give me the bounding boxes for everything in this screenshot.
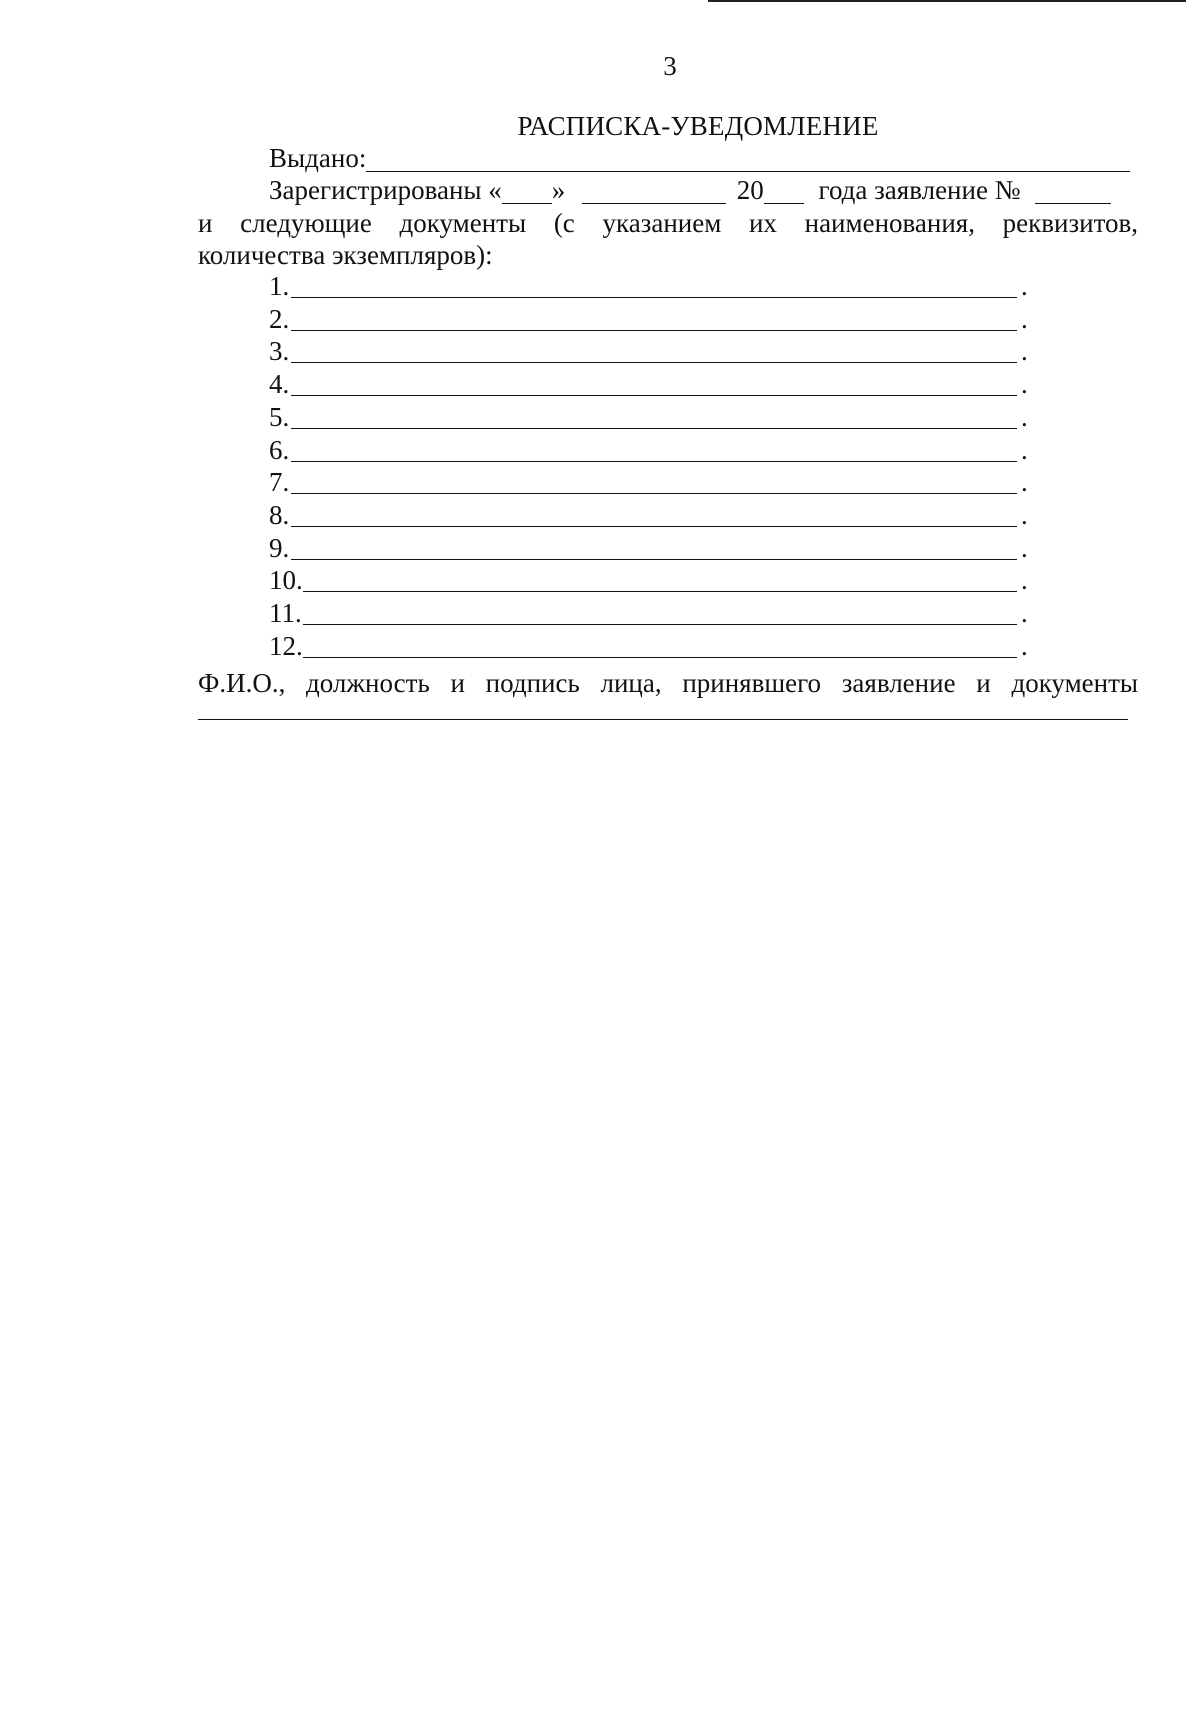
document-item-field[interactable] [303,630,1017,658]
document-item-end: . [1021,401,1028,432]
document-item-field[interactable] [291,270,1017,298]
document-item-number: 1. [269,271,290,301]
document-item-end: . [1021,630,1028,661]
signature-field[interactable] [198,719,1128,720]
signature-caption-word: должность [306,668,430,698]
issued-line [269,142,1130,174]
header-rule [708,0,1186,2]
document-item-field[interactable] [291,466,1017,494]
document-item-end: . [1021,598,1028,628]
document-list-item [269,597,1028,629]
document-item-end: . [1021,565,1028,596]
document-list-item [269,466,1028,498]
registered-line [269,174,1111,206]
document-item-end: . [1021,369,1028,400]
signature-caption-word: Ф.И.О., [198,668,286,698]
description-word: наименования, [804,208,975,238]
document-item-end: . [1021,467,1028,498]
document-list-item [269,499,1028,531]
document-list-item [269,368,1028,400]
issued-to-field[interactable] [366,147,1130,172]
document-item-field[interactable] [291,499,1017,527]
application-number-field[interactable] [1035,179,1111,204]
document-item-number: 5. [269,401,290,432]
registered-year-field[interactable] [764,179,804,204]
documents-description-line [198,207,1138,239]
document-item-number: 4. [269,369,290,400]
document-list-item [269,335,1028,367]
description-word: документы [399,208,527,238]
description-word: следующие [240,208,372,238]
document-item-end: . [1021,434,1028,465]
document-item-field[interactable] [291,434,1017,462]
registered-month-field[interactable] [582,179,726,204]
document-list-item [269,630,1028,662]
document-item-end: . [1021,271,1028,301]
registered-quote-close: » [551,175,566,205]
document-item-number: 11. [269,598,302,628]
document-list-item [269,303,1028,335]
signature-caption-word: лица, [600,668,662,698]
signature-caption-word: принявшего [682,668,822,698]
document-item-number: 9. [269,532,290,563]
registered-day-field[interactable] [502,179,552,204]
document-item-field[interactable] [291,303,1017,331]
signature-caption-word: и [976,668,991,698]
description-word: и [198,208,213,238]
document-item-number: 2. [269,303,290,334]
description-word: их [748,208,777,238]
document-item-number: 12. [269,630,303,661]
issued-label: Выдано: [269,143,367,173]
document-list-item [269,401,1028,433]
document-list-item [269,532,1028,564]
document-list-item [269,270,1028,302]
description-word: указанием [602,208,722,238]
document-item-number: 3. [269,336,290,367]
document-item-end: . [1021,336,1028,367]
signature-caption-line [198,667,1138,699]
signature-caption-word: документы [1011,668,1139,698]
registered-year-prefix: 20 [736,175,764,205]
registered-prefix: Зарегистрированы « [269,175,502,205]
document-list-item [269,434,1028,466]
signature-caption-word: заявление [841,668,956,698]
registered-year-suffix: года заявление № [818,175,1021,205]
signature-caption-word: и [450,668,465,698]
description-word: (с [553,208,575,238]
documents-description-line-2: количества экземпляров): [198,240,493,270]
page-number: 3 [663,51,677,81]
document-item-field[interactable] [291,532,1017,560]
document-item-number: 10. [269,565,303,596]
document-item-field[interactable] [303,564,1017,592]
signature-caption-word: подпись [485,668,580,698]
document-item-end: . [1021,303,1028,334]
document-item-number: 6. [269,434,290,465]
document-item-field[interactable] [291,335,1017,363]
document-item-field[interactable] [291,401,1017,429]
document-title: РАСПИСКА-УВЕДОМЛЕНИЕ [517,111,879,141]
document-item-number: 7. [269,467,290,498]
document-list-item [269,564,1028,596]
document-item-number: 8. [269,499,290,530]
document-item-field[interactable] [291,368,1017,396]
document-item-end: . [1021,499,1028,530]
document-item-field[interactable] [303,597,1017,625]
description-word: реквизитов, [1002,208,1139,238]
document-item-end: . [1021,532,1028,563]
